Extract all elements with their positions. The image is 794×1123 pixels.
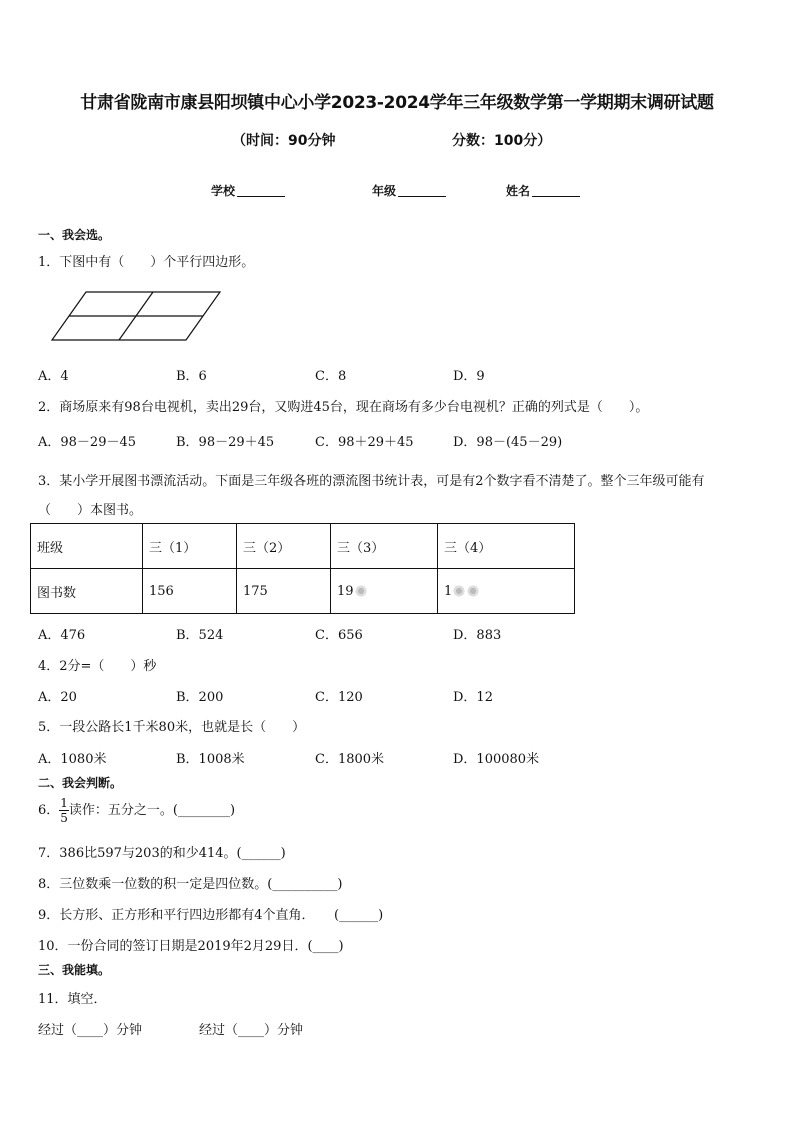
fraction-numerator: 1 xyxy=(60,796,68,810)
school-blank[interactable] xyxy=(237,184,285,197)
q3-option-a[interactable]: A．476 xyxy=(38,628,86,643)
q3-stem-line1: 3．某小学开展图书漂流活动。下面是三年级各班的漂流图书统计表，可是有2个数字看不清楚了。整个三年级可能有 xyxy=(38,474,705,489)
table-header-cell: 三（3） xyxy=(331,524,438,569)
name-blank[interactable] xyxy=(532,184,580,197)
q3-stem-line2: （ ）本图书。 xyxy=(38,503,143,518)
table-cell-blurred xyxy=(438,569,575,614)
school-label: 学校 xyxy=(211,184,236,198)
q4-option-c[interactable]: C．120 xyxy=(315,690,363,705)
table-cell: 156 xyxy=(143,569,237,614)
row-label: 图书数 xyxy=(31,569,143,614)
smudge-icon xyxy=(466,584,480,598)
exam-time: （时间：90分钟 xyxy=(232,133,336,149)
q6-prefix: 6． xyxy=(38,803,60,818)
q2-stem: 2．商场原来有98台电视机，卖出29台，又购进45台，现在商场有多少台电视机？正确的列式是（ ）。 xyxy=(38,400,649,415)
q4-option-b[interactable]: B．200 xyxy=(176,690,224,705)
name-label: 姓名 xyxy=(506,184,531,198)
q5-option-a[interactable]: A．1080米 xyxy=(38,752,107,767)
q1-option-c[interactable]: C．8 xyxy=(315,369,347,384)
table-header-cell: 三（4） xyxy=(438,524,575,569)
q7: 7．386比597与203的和少414。(______) xyxy=(38,846,286,861)
grade-blank[interactable] xyxy=(398,184,446,197)
section-3-heading: 三、我能填。 xyxy=(38,963,111,977)
q6-text: 读作：五分之一。(________) xyxy=(68,803,236,818)
q11-stem: 11．填空． xyxy=(38,992,107,1007)
grade-label: 年级 xyxy=(372,184,397,198)
section-2-heading: 二、我会判断。 xyxy=(38,776,123,790)
q9: 9．长方形、正方形和平行四边形都有4个直角． (______) xyxy=(38,908,384,923)
visible-digits: 1 xyxy=(444,583,453,599)
fraction-denominator: 5 xyxy=(60,811,68,825)
q11-blank-b: 经过（____）分钟 xyxy=(199,1023,304,1038)
table-cell: 175 xyxy=(237,569,331,614)
smudge-icon xyxy=(354,584,368,598)
book-statistics-table xyxy=(30,523,575,614)
visible-digits: 19 xyxy=(337,583,354,599)
smudge-icon xyxy=(452,584,466,598)
exam-score: 分数：100分） xyxy=(452,133,552,149)
name-field xyxy=(506,182,580,199)
q6 xyxy=(38,796,235,825)
q3-option-b[interactable]: B．524 xyxy=(176,628,224,643)
section-1-heading: 一、我会选。 xyxy=(38,228,111,242)
q11-blank-a: 经过（____）分钟 xyxy=(38,1023,143,1038)
q5-stem: 5．一段公路长1千米80米，也就是长（ ） xyxy=(38,720,306,735)
q5-option-d[interactable]: D．100080米 xyxy=(453,752,540,767)
parallelogram-figure xyxy=(50,290,222,342)
q10: 10．一份合同的签订日期是2019年2月29日．(____) xyxy=(38,939,344,954)
q3-option-c[interactable]: C．656 xyxy=(315,628,363,643)
q1-option-a[interactable]: A．4 xyxy=(38,369,69,384)
q2-option-b[interactable]: B．98－29＋45 xyxy=(176,435,275,450)
table-header-cell: 三（2） xyxy=(237,524,331,569)
q4-option-d[interactable]: D．12 xyxy=(453,690,493,705)
grade-field xyxy=(372,182,446,199)
q1-option-b[interactable]: B．6 xyxy=(176,369,207,384)
fraction xyxy=(59,796,69,825)
q2-option-c[interactable]: C．98＋29＋45 xyxy=(315,435,414,450)
q4-stem: 4．2分=（ ）秒 xyxy=(38,659,157,674)
table-row xyxy=(31,569,575,614)
q2-option-d[interactable]: D．98－(45－29) xyxy=(453,435,563,450)
q1-option-d[interactable]: D．9 xyxy=(453,369,485,384)
q8: 8．三位数乘一位数的积一定是四位数。(__________) xyxy=(38,877,343,892)
table-cell-blurred xyxy=(331,569,438,614)
table-header-cell: 班级 xyxy=(31,524,143,569)
school-field xyxy=(211,182,285,199)
table-header-cell: 三（1） xyxy=(143,524,237,569)
q4-option-a[interactable]: A．20 xyxy=(38,690,77,705)
q2-option-a[interactable]: A．98－29－45 xyxy=(38,435,137,450)
q1-stem: 1．下图中有（ ）个平行四边形。 xyxy=(38,255,255,270)
q5-option-b[interactable]: B．1008米 xyxy=(176,752,245,767)
table-header-row xyxy=(31,524,575,569)
exam-title: 甘肃省陇南市康县阳坝镇中心小学2023-2024学年三年级数学第一学期期末调研试题 xyxy=(80,93,714,113)
q3-option-d[interactable]: D．883 xyxy=(453,628,502,643)
q5-option-c[interactable]: C．1800米 xyxy=(315,752,385,767)
